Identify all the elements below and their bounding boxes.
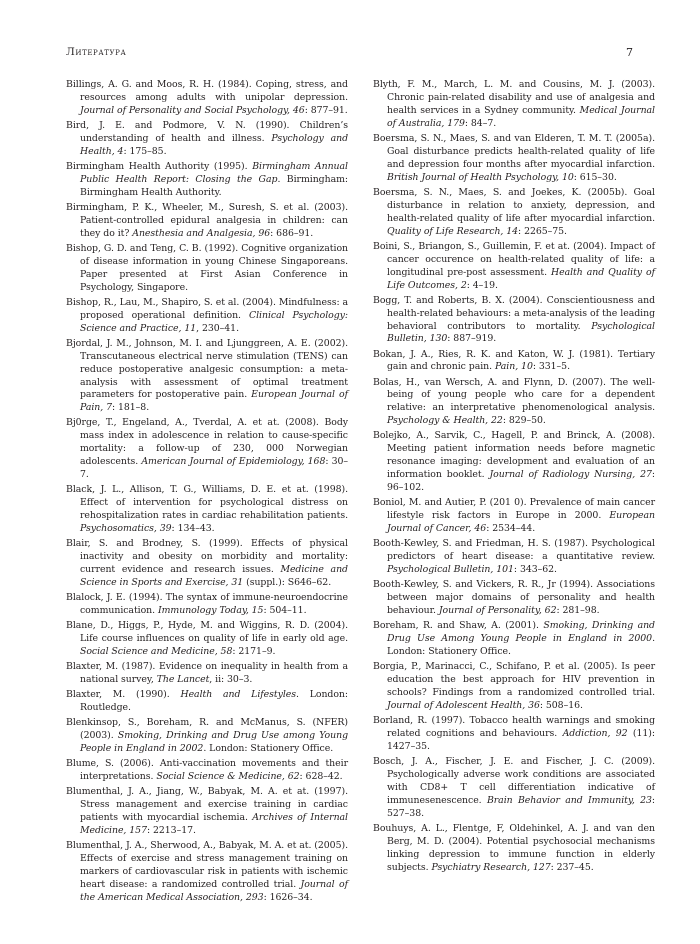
reference-source: Addiction, 92 [562, 727, 628, 739]
reference-source: Anesthesia and Analgesia, 96 [132, 227, 271, 239]
reference-entry [373, 661, 655, 713]
reference-source: British Journal of Health Psychology, 10 [387, 171, 574, 183]
reference-source: Social Science & Medicine, 62 [156, 771, 300, 783]
reference-entry [66, 484, 348, 536]
reference-text: Boersma, S. N., Maes, S. and van Elderen, T. M. T. (2005a). Goal disturbance predicts health-related quality of life and depression four months after myocardial infarction. [373, 132, 655, 170]
reference-text: : 4–19. [466, 279, 498, 291]
reference-source: The Lancet [156, 674, 210, 686]
reference-entry [373, 133, 655, 185]
reference-text: Borland, R. (1997). Tobacco health warnings and smoking related cognitions and behaviours. [373, 715, 655, 739]
reference-text: Blume, S. (2006). Anti-vaccination movements and their interpretations. [66, 758, 348, 783]
reference-entry [373, 79, 655, 131]
reference-entry [373, 377, 655, 429]
reference-entry [66, 79, 348, 118]
reference-entry [373, 295, 655, 347]
reference-text: Blair, S. and Brodney, S. (1999). Effects of physical inactivity and obesity on morbidity and mortality: current evidence and research issues. [66, 538, 348, 576]
reference-text: Blaxter, M. (1990). [66, 689, 181, 701]
reference-entry [373, 497, 655, 536]
reference-text: Blalock, J. E. (1994). The syntax of immune-neuroendocrine communication. [66, 592, 348, 617]
reference-text: Birmingham, P. K., Wheeler, M., Suresh, S. et al. (2003). Patient-controlled epidural analgesia in children: can they do it? [66, 201, 348, 239]
reference-source: Psychological Bulletin, 130 [387, 320, 655, 345]
reference-text: Bishop, G. D. and Teng, C. B. (1992). Cognitive organization of disease information in young Chinese Singaporeans. Paper presented at First Asian Conference in Psychology, Singapore. [66, 242, 348, 293]
reference-entry [66, 758, 348, 784]
reference-text: : 877–91. [304, 104, 348, 116]
reference-text: . London: Routledge. [80, 689, 348, 714]
reference-text: : 615–30. [573, 171, 617, 183]
reference-text: : 175–85. [123, 145, 167, 157]
reference-entry [66, 786, 348, 838]
reference-source: Birmingham Annual Public Health Report: Closing the Gap [80, 160, 348, 185]
reference-source: Clinical Psychology: Science and Practice, 11 [80, 309, 349, 334]
reference-entry [66, 661, 348, 687]
reference-text: (suppl.): S646–62. [243, 577, 332, 589]
reference-entry [66, 689, 348, 715]
reference-entry [66, 338, 348, 416]
reference-text: Bjordal, J. M., Johnson, M. I. and Ljunggreen, A. E. (2002). Transcutaneous electrical nerve stimulation (TENS) can reduce postoperative analgesic consumption: a meta-analysis with assessment of optimal treatment parameters for postoperative pain. [66, 337, 348, 401]
reference-entry [66, 840, 348, 905]
reference-source: Smoking, Drinking and Drug Use Among Young People in England in 2000 [387, 620, 655, 645]
reference-source: Psychosomatics, 39 [80, 523, 172, 535]
reference-text: , 230–41. [196, 322, 239, 334]
reference-source: Journal of Personality and Social Psychology, 46 [80, 104, 305, 116]
reference-text: : 628–42. [299, 771, 343, 783]
section-title: Литература [66, 46, 127, 58]
reference-entry [373, 756, 655, 821]
reference-entry [66, 243, 348, 295]
reference-entry [373, 241, 655, 293]
reference-text: Bogg, T. and Roberts, B. X. (2004). Conscientiousness and health-related behaviours: a meta-analysis of the leading behavioral contributors to mortality. [373, 294, 655, 332]
reference-text: Bokan, J. A., Ries, R. K. and Katon, W. J. (1981). Tertiary gain and chronic pain. [373, 348, 655, 373]
reference-text: : 527–38. [387, 794, 655, 819]
reference-text: Blaxter, M. (1987). Evidence on inequality in health from a national survey, [66, 661, 348, 686]
reference-source: Immunology Today, 15 [157, 605, 264, 617]
reference-entry [66, 717, 348, 756]
reference-entry [373, 187, 655, 239]
reference-source: Medical Journal of Australia, 179 [387, 104, 655, 129]
reference-text: Borgia, P., Marinacci, C., Schifano, P. et al. (2005). Is peer education the best approach for HIV prevention in schools? Findings from a randomized controlled trial. [373, 661, 655, 699]
reference-column-left [66, 79, 348, 907]
reference-text: : 2534–44. [486, 523, 536, 535]
reference-text: . Birmingham: Birmingham Health Authority. [80, 173, 348, 198]
reference-text: Bolejko, A., Sarvik, C., Hagell, P. and Brinck, A. (2008). Meeting patient information needs before magnetic resonance imaging: development and evaluation of an information booklet. [373, 430, 655, 481]
reference-text: Booth-Kewley, S. and Vickers, R. R., Jr (1994). Associations between major domains of personality and health behaviour. [373, 579, 655, 617]
reference-text: Black, J. L., Allison, T. G., Williams, D. E. et at. (1998). Effect of intervention for psychological distress on rehospitalization rates in cardiac rehabilitation patients. [66, 484, 348, 522]
reference-entry [66, 620, 348, 659]
reference-source: American Journal of Epidemiology, 168 [141, 456, 326, 468]
reference-entry [373, 823, 655, 875]
reference-text: Bosch, J. A., Fischer, J. E. and Fischer, J. C. (2009). Psychologically adverse work conditions are associated with CD8+ T cell differentiation indicative of immunesenescence. [373, 755, 655, 806]
reference-text: : 181–8. [111, 402, 150, 414]
reference-text: Billings, A. G. and Moos, R. H. (1984). Coping, stress, and resources among adults with unipolar depression. [66, 79, 348, 103]
reference-source: Journal of the American Medical Association, 293 [80, 878, 348, 903]
reference-text: Boniol, M. and Autier, P. (201 0). Prevalence of main cancer lifestyle risk factors in Europe in 2000. [373, 497, 655, 522]
reference-text: Bishop, R., Lau, M., Shapiro, S. et al. (2004). Mindfulness: a proposed operational definition. [66, 296, 348, 321]
reference-source: Psychiatry Research, 127 [431, 861, 551, 873]
reference-source: Medicine and Science in Sports and Exercise, 31 [80, 564, 348, 589]
reference-text: (11): 1427–35. [387, 727, 655, 752]
reference-entry [66, 592, 348, 618]
reference-text: Blane, D., Higgs, P., Hyde, M. and Wiggins, R. D. (2004). Life course influences on quality of life in early old age. [66, 620, 348, 645]
reference-source: Journal of Radiology Nursing, 27 [489, 469, 652, 481]
reference-entry [373, 579, 655, 618]
reference-entry [373, 538, 655, 577]
reference-text: Blenkinsop, S., Boreham, R. and McManus, S. (NFER) (2003). [66, 717, 348, 742]
page-number: 7 [626, 46, 633, 59]
reference-text: : 331–5. [532, 361, 570, 373]
reference-text: . London: Stationery Office. [387, 633, 655, 658]
reference-entry [66, 202, 348, 241]
reference-text: : 2213–17. [146, 824, 196, 836]
reference-text: : 84–7. [464, 117, 497, 129]
running-header [66, 46, 633, 60]
reference-text: : 281–98. [556, 605, 600, 617]
reference-source: European Journal of Cancer, 46 [387, 510, 655, 535]
reference-source: European Journal of Pain, 7 [80, 389, 348, 414]
reference-entry [66, 417, 348, 482]
reference-source: Smoking, Drinking and Drug Use among Young People in England in 2002 [80, 730, 348, 755]
reference-text: : 2171–9. [232, 646, 276, 658]
reference-source: Journal of Personality, 62 [438, 605, 557, 617]
reference-source: Archives of Internal Medicine, 157 [80, 811, 348, 836]
reference-text: : 508–16. [539, 699, 583, 711]
reference-text: Birmingham Health Authority (1995). [66, 160, 253, 172]
reference-text: : 2265–75. [518, 225, 567, 237]
reference-text: Booth-Kewley, S. and Friedman, H. S. (1987). Psychological predictors of heart disease: a quantitative review. [373, 538, 655, 563]
reference-source: Psychology and Health, 4 [80, 132, 349, 157]
reference-text: : 343–62. [513, 564, 557, 576]
reference-text: : 887–919. [447, 333, 497, 345]
reference-text: : 237–45. [550, 861, 594, 873]
reference-text: : 134–43. [171, 523, 215, 535]
reference-text: : 96–102. [387, 469, 655, 494]
reference-source: Brain Behavior and Immunity, 23 [486, 794, 652, 806]
reference-source: Social Science and Medicine, 58 [80, 646, 233, 658]
reference-entry [66, 538, 348, 590]
reference-source: Quality of Life Research, 14 [387, 225, 519, 237]
reference-text: Bouhuys, A. L., Flentge, F, Oldehinkel, A. J. and van den Berg, M. D. (2004). Potential psychosocial mechanisms linking depression to immune function in elderly subjects. [373, 822, 655, 873]
reference-entry [373, 349, 655, 375]
reference-text: Boreham, R. and Shaw, A. (2001). [373, 620, 544, 632]
reference-text: , ii: 30–3. [209, 674, 253, 686]
reference-text: : 686–91. [270, 227, 314, 239]
reference-entry [373, 715, 655, 754]
reference-entry [373, 430, 655, 495]
reference-source: Psychology & Health, 22 [387, 415, 503, 427]
reference-text: : 30–7. [80, 456, 348, 481]
reference-entry [66, 297, 348, 336]
reference-text: Blumenthal, J. A., Sherwood, A., Babyak, M. A. et at. (2005). Effects of exercise and stress management training on markers of cardiovascular risk in patients with ischemic heart disease: a randomized controlled trial. [66, 839, 348, 890]
reference-text: Bird, J. E. and Podmore, V. N. (1990). Children’s understanding of health and illness. [66, 119, 348, 144]
reference-text: Bolas, H., van Wersch, A. and Flynn, D. (2007). The well-being of young people who care for a dependent relative: an interpretative phenomenological analysis. [373, 376, 655, 414]
reference-column-right [373, 79, 655, 877]
reference-text: : 829–50. [502, 415, 546, 427]
reference-source: Health and Lifestyles [180, 689, 297, 701]
reference-entry [66, 120, 348, 159]
reference-entry [66, 161, 348, 200]
reference-text: Boini, S., Briangon, S., Guillemin, F. et at. (2004). Impact of cancer occurence on health-related quality of life: a longitudinal pre-post assessment. [373, 240, 655, 278]
reference-text: Blyth, F. M., March, L. M. and Cousins, M. J. (2003). Chronic pain-related disability and use of analgesia and health services in a Sydney community. [373, 79, 655, 116]
reference-source: Health and Quality of Life Outcomes, 2 [387, 266, 655, 291]
reference-entry [373, 620, 655, 659]
reference-text: . London: Stationery Office. [203, 743, 334, 755]
reference-text: : 504–11. [263, 605, 307, 617]
reference-text: : 1626–34. [263, 891, 313, 903]
reference-source: Journal of Adolescent Health, 36 [387, 699, 540, 711]
reference-source: Pain, 10 [494, 361, 533, 373]
reference-text: Blumenthal, J. A., Jiang, W., Babyak, M. A. et at. (1997). Stress management and exercise training in cardiac patients with myocardial ischemia. [66, 786, 348, 823]
reference-text: Boersma, S. N., Maes, S. and Joekes, K. (2005b). Goal disturbance in relation to anxiety, depression, and health-related quality of life after myocardial infarction. [373, 186, 655, 224]
reference-text: Bj0rge, T., Engeland, A., Tverdal, A. et at. (2008). Body mass index in adolescence in relation to cause-specific mortality: a follow-up of 230, 000 Norwegian adolescents. [66, 417, 348, 468]
reference-source: Psychological Bulletin, 101 [387, 564, 514, 576]
